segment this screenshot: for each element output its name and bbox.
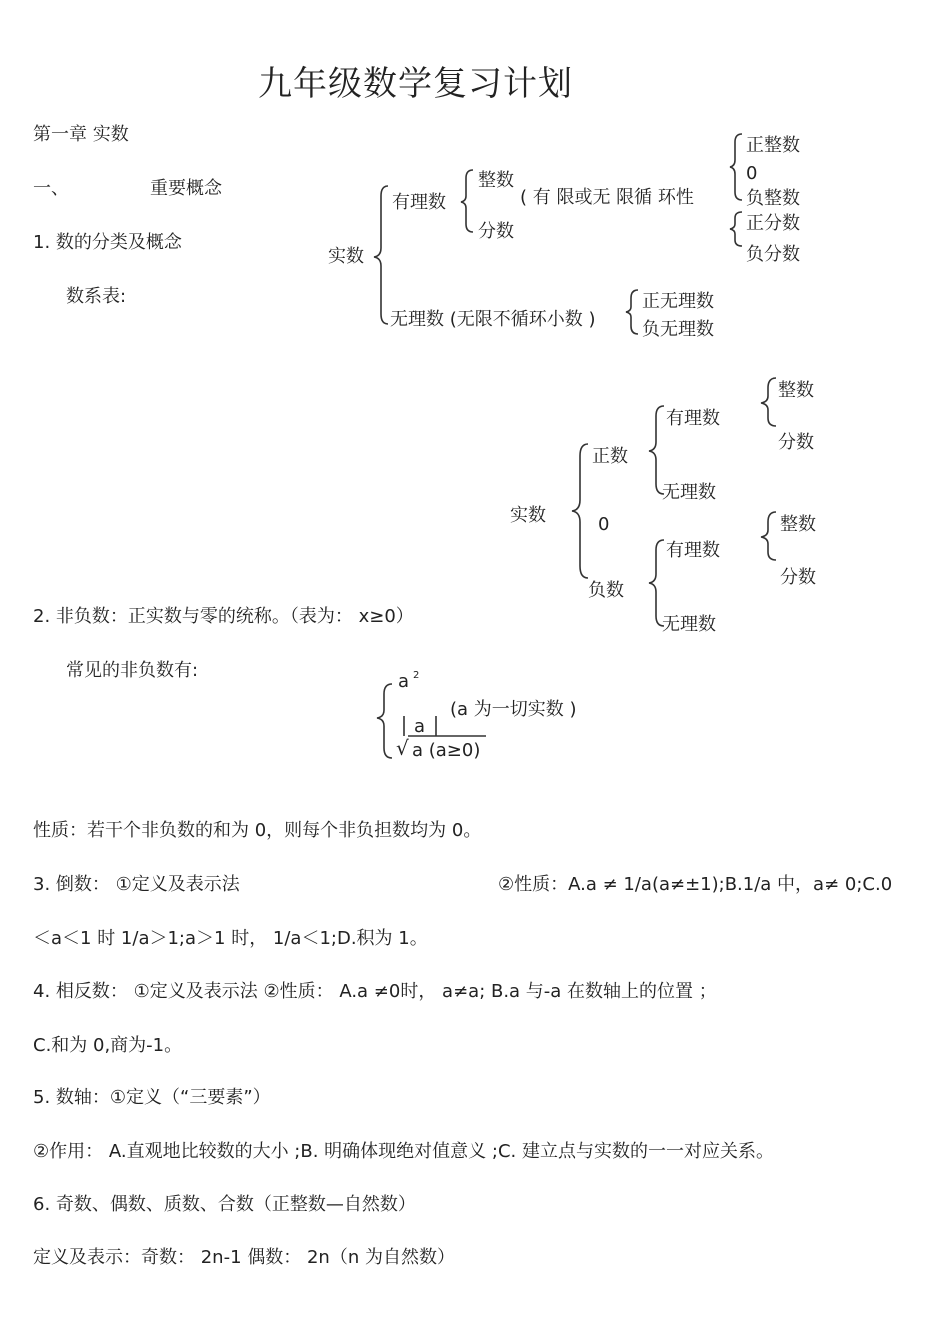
item4-line2: C.和为 0,商为-1。 — [33, 1035, 183, 1056]
item3-right: ②性质：A.a ≠ 1/a(a≠±1);B.1/a 中，a≠ 0;C.0 — [498, 874, 893, 895]
nonneg-a-squared — [398, 670, 420, 696]
item6-line1: 6. 奇数、偶数、质数、合数（正整数—自然数） — [33, 1194, 416, 1215]
tree2-negative: 负数 — [588, 580, 624, 601]
tree2-rational-a: 有理数 — [666, 408, 720, 429]
item4-line1: 4. 相反数： ①定义及表示法 ②性质： A.a ≠0时， a≠a; B.a 与-a 在数轴上的位置 ； — [33, 981, 717, 1002]
tree1-positive-integer: 正整数 — [746, 135, 800, 156]
tree1-zero: 0 — [746, 163, 758, 184]
item1-heading: 1. 数的分类及概念 — [33, 232, 182, 253]
page-title: 九年级数学复习计划 — [258, 64, 573, 104]
brace-positive — [649, 406, 664, 494]
tree1-irrational: 无理数 (无限不循环小数 ) — [390, 309, 596, 330]
tree1-note: ( 有 限或无 限循 环性 — [520, 187, 694, 208]
tree1-integer: 整数 — [478, 170, 514, 191]
tree1-rational: 有理数 — [392, 192, 446, 213]
sqrt-icon: √ — [396, 736, 409, 760]
section-label: 重要概念 — [150, 178, 222, 199]
nonneg-property: 性质：若干个非负数的和为 0，则每个非负担数均为 0。 — [33, 820, 482, 841]
item5-line2: ②作用： A.直观地比较数的大小 ;B. 明确体现绝对值意义 ;C. 建立点与实数的一一对应关系。 — [33, 1141, 774, 1162]
item5-line1: 5. 数轴：①定义（“三要素”） — [33, 1087, 271, 1108]
nonneg-sqrt-text: a (a≥0) — [412, 740, 481, 761]
brace-rational-a — [761, 378, 776, 426]
number-system-label: 数系表: — [66, 286, 127, 307]
tree2-zero: 0 — [598, 514, 610, 535]
item3-left: 3. 倒数： ①定义及表示法 — [33, 874, 240, 895]
tree2-irrational-a: 无理数 — [662, 482, 716, 503]
tree2-fraction-b: 分数 — [780, 567, 816, 588]
tree2-integer-b: 整数 — [780, 514, 816, 535]
nonneg-abs-inner: a — [414, 716, 426, 737]
item2-common-label: 常见的非负数有: — [66, 660, 199, 681]
tree1-positive-irrational: 正无理数 — [642, 291, 714, 312]
brace-nonnegatives — [377, 684, 392, 758]
tree1-fraction: 分数 — [478, 221, 514, 242]
brace-integer-sign — [730, 134, 742, 200]
tree1-negative-irrational: 负无理数 — [642, 319, 714, 340]
brace-irrational-sign — [626, 290, 638, 334]
tree1-positive-fraction: 正分数 — [746, 213, 800, 234]
item2-definition: 2. 非负数：正实数与零的统称。（表为： x≥0） — [33, 606, 414, 627]
tree2-rational-b: 有理数 — [666, 540, 720, 561]
nonneg-exponent: 2 — [413, 670, 420, 681]
brace-fraction-sign — [730, 212, 742, 246]
tree2-fraction-a: 分数 — [778, 432, 814, 453]
nonneg-a: a — [398, 671, 410, 692]
tree2-root: 实数 — [510, 505, 546, 526]
item6-line2: 定义及表示：奇数： 2n-1 偶数： 2n（n 为自然数） — [33, 1247, 455, 1268]
brace-rational-b — [761, 512, 776, 560]
nonneg-note: (a 为一切实数 ) — [450, 699, 577, 720]
tree1-negative-integer: 负整数 — [746, 188, 800, 209]
section-number: 一、 — [33, 178, 69, 199]
tree1-root: 实数 — [328, 246, 364, 267]
tree2-positive: 正数 — [592, 446, 628, 467]
item3-line2: ＜a＜1 时 1/a＞1;a＞1 时， 1/a＜1;D.积为 1。 — [33, 928, 428, 949]
brace-rational — [461, 170, 473, 232]
tree2-irrational-b: 无理数 — [662, 614, 716, 635]
tree2-integer-a: 整数 — [778, 380, 814, 401]
brace-real-root-2 — [572, 444, 588, 578]
tree1-negative-fraction: 负分数 — [746, 244, 800, 265]
chapter-heading: 第一章 实数 — [33, 124, 129, 145]
brace-real-root — [374, 186, 388, 324]
